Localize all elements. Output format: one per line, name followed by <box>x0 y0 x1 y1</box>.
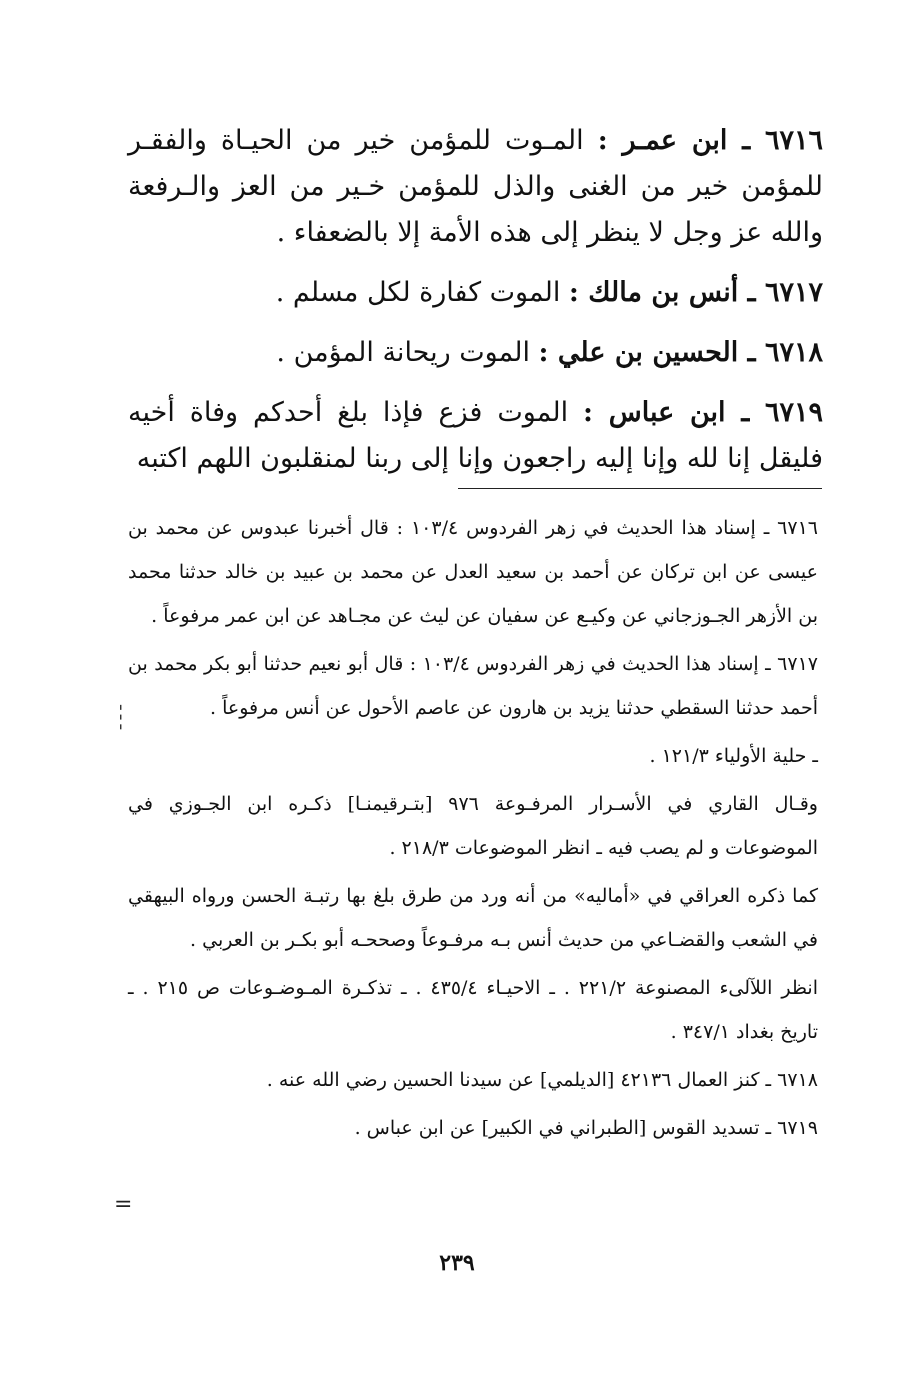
hadith-6717 <box>128 270 823 316</box>
main-text <box>128 118 823 496</box>
footnote-references: انظر اللآلىء المصنوعة ٢٢١/٢ . ـ الاحيـاء ٤٣٥/٤ . ـ تذكـرة المـوضـوعات ص ٢١٥ . ـ تاريخ بغداد ٣٤٧/١ . <box>128 977 818 1043</box>
hadith-head: ٦٧١٨ ـ الحسين بن علي : <box>538 337 823 368</box>
hadith-body: الموت كفارة لكل مسلم . <box>275 277 569 308</box>
hadith-6719 <box>128 390 823 482</box>
page-number: ٢٣٩ <box>439 1250 475 1276</box>
hadith-body: الموت ريحانة المؤمن . <box>276 337 539 368</box>
footnote-iraqi: كما ذكره العراقي في «أماليه» من أنه ورد من طرق بلغ بها رتبـة الحسن ورواه البيهقي في الشعب والقضـاعي من حديث أنس بـه مرفـوعاً وصححـه أبو بكـر بن العربي . <box>128 885 818 951</box>
footnotes <box>128 506 818 1154</box>
footnote-6718: ٦٧١٨ ـ كنز العمال ٤٢١٣٦ [الديلمي] عن سيدنا الحسين رضي الله عنه . <box>266 1069 818 1091</box>
footnote-6717: ٦٧١٧ ـ إسناد هذا الحديث في زهر الفردوس ١٠٣/٤ : قال أبو نعيم حدثنا أبو بكر محمد بن أحمد حدثنا السقطي حدثنا يزيد بن هارون عن عاصم الأحول عن أنس مرفوعاً . <box>128 653 818 719</box>
hadith-head: ٦٧١٦ ـ ابن عمـر : <box>597 125 824 156</box>
hadith-body: الموت فزع فإذا بلغ أحدكم وفاة أخيه فليقل إنا لله وإنا إليه راجعون وإنا إلى ربنا لمنقلبون اللهم اكتبه <box>128 397 823 474</box>
margin-side-note: ـ ـ ـ <box>116 705 135 730</box>
hadith-head: ٦٧١٩ ـ ابن عباس : <box>583 397 824 428</box>
hadith-head: ٦٧١٧ ـ أنس بن مالك : <box>568 277 823 308</box>
footnote-6716: ٦٧١٦ ـ إسناد هذا الحديث في زهر الفردوس ١٠٣/٤ : قال أخبرنا عبدوس عن محمد بن عيسى عن ابن تركان عن أحمد بن سعيد العدل عن محمد بن عبيد بن خالد حدثنا محمد بن الأزهر الجـوزجاني عن وكيـع عن سفيان عن ليث عن مجـاهد عن ابن عمر مرفوعاً . <box>128 517 818 627</box>
footnote-separator <box>458 488 822 489</box>
footnote-qari: وقـال القاري في الأسـرار المرفـوعة ٩٧٦ [بتـرقيمنـا] ذكـره ابن الجـوزي في الموضوعات و لم يصب فيه ـ انظر الموضوعات ٢١٨/٣ . <box>128 793 818 859</box>
hadith-6718 <box>128 330 823 376</box>
continuation-mark: = <box>114 1192 133 1217</box>
hadith-body: المـوت للمؤمن خير من الحيـاة والفقـر للمؤمن خير من الغنى والذل للمؤمن خـير من العز والـرفعة والله عز وجل لا ينظر إلى هذه الأمة إلا بالضعفاء . <box>128 125 823 248</box>
hadith-6716 <box>128 118 823 256</box>
footnote-hilya: ـ حلية الأولياء ١٢١/٣ . <box>649 745 818 767</box>
footnote-6719: ٦٧١٩ ـ تسديد القوس [الطبراني في الكبير] عن ابن عباس . <box>354 1117 818 1139</box>
